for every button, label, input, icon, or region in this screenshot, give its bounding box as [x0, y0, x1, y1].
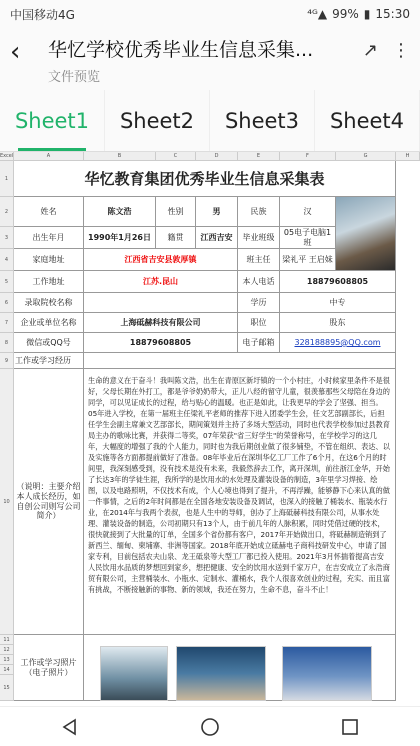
- row-header: 10: [0, 369, 14, 635]
- edu-label: 学历: [238, 293, 280, 313]
- tab-sheet4[interactable]: Sheet4: [315, 90, 420, 151]
- origin-value: 江西吉安: [196, 227, 238, 249]
- edu-value: 中专: [280, 293, 396, 313]
- clock-text: 15:30: [375, 7, 410, 21]
- home-value: 江西省吉安县敦厚镇: [84, 249, 238, 271]
- spreadsheet-view[interactable]: [0, 152, 420, 706]
- ethnicity-label: 民族: [238, 197, 280, 227]
- wechat-value: 18879608805: [84, 333, 238, 353]
- work-photo: [176, 646, 266, 701]
- email-label: 电子邮箱: [238, 333, 280, 353]
- column-header: A: [14, 152, 84, 160]
- row-header: 6: [0, 293, 14, 313]
- column-header: E: [238, 152, 280, 160]
- birth-label: 出生年月: [14, 227, 84, 249]
- work-value: 江苏.昆山: [84, 271, 238, 293]
- position-label: 职位: [238, 313, 280, 333]
- email-link[interactable]: 328188895@QQ.com: [280, 333, 396, 353]
- company-label: 企业或单位名称: [14, 313, 84, 333]
- gender-value: 男: [196, 197, 238, 227]
- share-button[interactable]: [363, 40, 378, 61]
- phone-label: 本人电话: [238, 271, 280, 293]
- more-button[interactable]: [392, 40, 410, 61]
- work-photo: [100, 646, 168, 701]
- gender-label: 性别: [156, 197, 196, 227]
- row-header: 5: [0, 271, 14, 293]
- column-header-row: [0, 152, 420, 161]
- row-header: 3: [0, 227, 14, 249]
- column-header: F: [280, 152, 336, 160]
- school-value: [84, 293, 238, 313]
- sheet-tabs: [0, 90, 420, 152]
- row-header: 8: [0, 333, 14, 353]
- phone-value: 18879608805: [280, 271, 396, 293]
- row-header: 7: [0, 313, 14, 333]
- ethnicity-value: 汉: [280, 197, 336, 227]
- wechat-label: 微信或QQ号: [14, 333, 84, 353]
- class-label: 毕业班级: [238, 227, 280, 249]
- app-header: [0, 28, 420, 90]
- corner-cell: Excel: [0, 153, 14, 159]
- battery-icon: ▮: [363, 7, 371, 21]
- signal-icon: ⁴ᴳ▲: [307, 7, 328, 21]
- carrier-text: 中国移动4G: [10, 7, 75, 22]
- nav-back-button[interactable]: [55, 712, 85, 742]
- name-label: 姓名: [14, 197, 84, 227]
- column-header: H: [396, 152, 420, 160]
- chevron-left-icon: ‹: [10, 37, 21, 67]
- experience-label: 工作或学习经历: [14, 353, 84, 369]
- column-header: G: [336, 152, 396, 160]
- row-header: 15: [0, 675, 14, 701]
- battery-text: 99%: [332, 7, 359, 21]
- name-value: 陈文浩: [84, 197, 156, 227]
- home-label: 家庭地址: [14, 249, 84, 271]
- share-icon: ↗: [362, 40, 378, 61]
- portrait-photo: [336, 197, 396, 271]
- work-photo: [282, 646, 372, 701]
- file-title: 华忆学校优秀毕业生信息采集...: [48, 39, 314, 61]
- position-value: 股东: [280, 313, 396, 333]
- row-header: 2: [0, 197, 14, 227]
- row-header: 14: [0, 665, 14, 675]
- experience-note: （说明：主要介绍本人成长经历，如自创公司则写公司简介）: [14, 369, 84, 635]
- class-value: 05电子电脑1班: [280, 227, 336, 249]
- school-label: 录取院校名称: [14, 293, 84, 313]
- column-header: D: [196, 152, 238, 160]
- tab-sheet3[interactable]: Sheet3: [210, 90, 315, 151]
- row-header: 11: [0, 635, 14, 645]
- system-nav-bar: [0, 706, 420, 746]
- column-header: C: [156, 152, 196, 160]
- row-header: 4: [0, 249, 14, 271]
- nav-home-button[interactable]: [195, 712, 225, 742]
- work-label: 工作地址: [14, 271, 84, 293]
- row-header: 9: [0, 353, 14, 369]
- company-value: 上海砥赫科技有限公司: [84, 313, 238, 333]
- sheet-title: 华忆教育集团优秀毕业生信息采集表: [14, 161, 396, 197]
- row-header: 12: [0, 645, 14, 655]
- tab-sheet2[interactable]: Sheet2: [105, 90, 210, 151]
- recent-square-icon: [341, 718, 359, 736]
- teacher-label: 班主任: [238, 249, 280, 271]
- row-header: 1: [0, 161, 14, 197]
- teacher-value: 梁礼平 王启妹: [280, 249, 336, 271]
- back-button[interactable]: [10, 36, 38, 68]
- empty-cell: [84, 353, 396, 369]
- origin-label: 籍贯: [156, 227, 196, 249]
- birth-value: 1990年1月26日: [84, 227, 156, 249]
- tab-sheet1[interactable]: Sheet1: [0, 90, 105, 151]
- row-header: 13: [0, 655, 14, 665]
- home-circle-icon: [200, 717, 220, 737]
- photos-label: 工作或学习照片（电子照片）: [14, 635, 84, 701]
- column-header: B: [84, 152, 156, 160]
- nav-recent-button[interactable]: [335, 712, 365, 742]
- back-triangle-icon: [61, 718, 79, 736]
- more-icon: ⋮: [392, 40, 410, 61]
- file-subtitle: 文件预览: [48, 70, 101, 85]
- status-bar: [0, 0, 420, 28]
- experience-text: 生命的意义在于奋斗！我叫陈文浩，出生在青原区新圩镇的一个小村庄，小时候家里条件不是很好，父母长期在外打工，都是爷爷奶奶带大，正儿八经的留守儿童，很羡慕那些父母陪在身边的同学，可以见证成长的过程，给与贴心的温暖。也正是如此，让我更早的学会了坚强、担当。05年进入学校，在第一届班主任梁礼平老师的推荐下进入团委学生会，任文艺部副部长，后担任学生会副主席兼文艺部部长，期间策划并主持了多场大型活动，同时也代表学校参加过县教育局主办的歌咏比赛，并获得二等奖，07年荣获"省三好学生"的荣誉称号，在学校学习的这几年，大幅度的增强了我的个人能力，同时也为我后期创业做了很多铺垫，不管在组织、表达、以及实施等各方面都提前做好了准备。08年毕业后在深圳华亿工厂工作了6个月，在这6个月的时间里，我深刻感受到，没有技术是没有未来，我毅然辞去工作，离开深圳，前往浙江金华，开始了长达3年的学徒生涯，我所学的是饮用水的水处理及灌装设备的制造，3年里学习焊接、绘图，以及电路照明，不仅技术有成，个人心境也得到了提升，不再浮躁，能够静下心来认真的做一件事情，之后的2年时间都是在全国各地安装设备及调试，也深入的接触了桶装水、瓶装水行业，在2014年与我两个表叔，也是人生中的导师，创办了上海砥赫科技有限公司，从事水处理、灌装设备的制造，公司初期只有13个人，由于前几年的人脉积累，同时凭借过硬的技术，很快就接到了大批量的订单，全国多个省份都有客户，2017年开始做出口，将砥赫制造销到了新西兰、缅甸、柬埔寨、非洲等国家。2018年底开始成立砥赫电子商科技研发中心，申请了国家专利，目前包括农夫山泉、龙王砥泉等大型工厂都已投入使用。2021年3月怀揣着提高吉安人民饮用水品质的梦想回到家乡，想把健康、安全的饮用水送到千家万户，在吉安成立了永浩商贸有限公司，主营桶装水、小瓶水、定制水、灌桶水，我个人很喜欢创业的过程，充实、而且富有挑战，不断接触新的事物、新的领域，我还在努力，生命不息，奋斗不止！: [84, 369, 396, 635]
